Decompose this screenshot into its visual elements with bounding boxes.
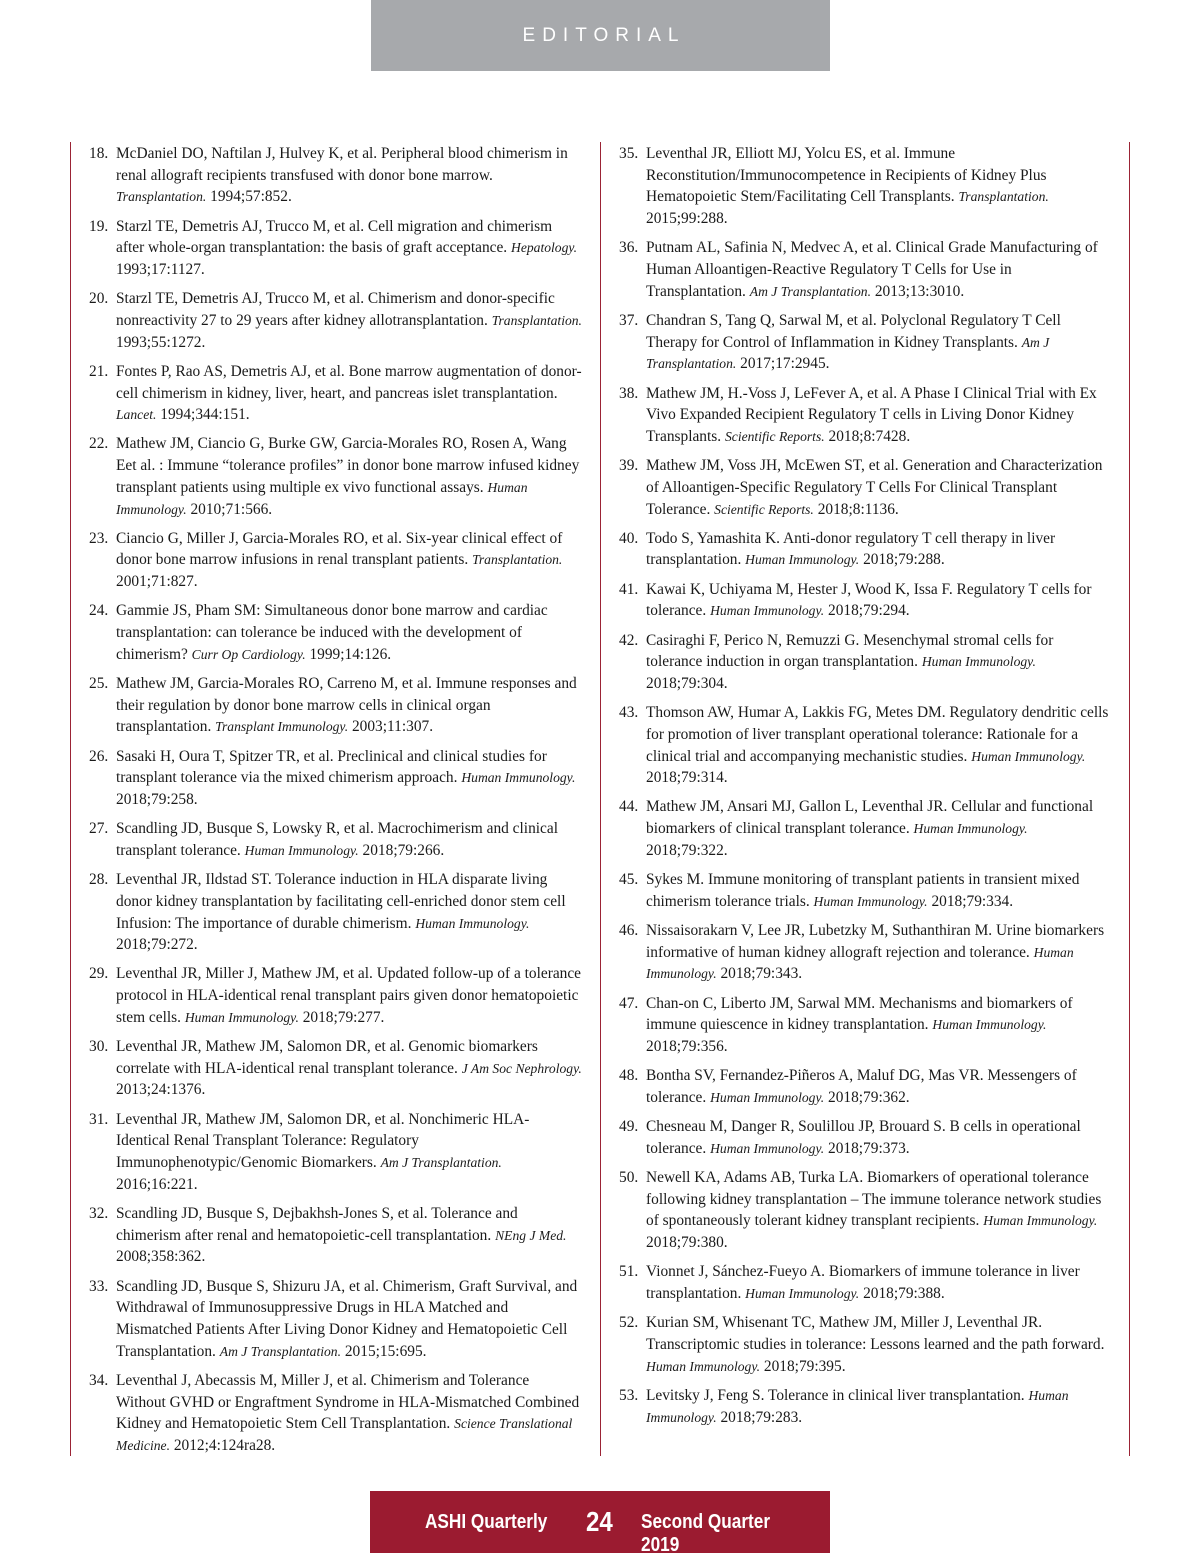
reference-item (612, 702, 1112, 789)
reference-text: Leventhal JR, Miller J, Mathew JM, et al. Updated follow-up of a tolerance protocol in HLA-identical renal transplant pairs given donor hematopoietic stem cells. (116, 965, 582, 1026)
reference-journal: Human Immunology. (710, 603, 825, 619)
reference-journal: Human Immunology. (415, 915, 530, 931)
column-rule-middle (600, 142, 601, 1456)
reference-journal: Transplantation. (491, 312, 582, 328)
reference-journal: Transplantation. (958, 189, 1049, 205)
reference-citation: 2012;4:124ra28. (173, 1436, 276, 1454)
reference-journal: Scientific Reports. (724, 428, 825, 444)
reference-text: Putnam AL, Safinia N, Medvec A, et al. Clinical Grade Manufacturing of Human Alloantigen-Reactive Regulatory T Cells for Use in Transplantation. (646, 239, 1098, 300)
reference-number: 39. (619, 457, 639, 475)
reference-citation: 2015;99:288. (646, 210, 728, 228)
reference-text: Mathew JM, Ciancio G, Burke GW, Garcia-Morales RO, Rosen A, Wang Eet al. : Immune “tolerance profiles” in donor bone marrow infused kidney transplant patients using multiple ex vivo functional assays. (116, 435, 580, 496)
reference-number: 29. (89, 965, 109, 983)
reference-text: Thomson AW, Humar A, Lakkis FG, Metes DM. Regulatory dendritic cells for promotion of liver transplant operational tolerance: Rationale for a clinical trial and accompanying mechanistic studies. (646, 704, 1109, 765)
reference-text: Sykes M. Immune monitoring of transplant patients in transient mixed chimerism tolerance trials. (646, 871, 1080, 910)
reference-item (612, 796, 1112, 861)
reference-journal: Human Immunology. (184, 1009, 299, 1025)
footer-page-number: 24 (586, 1506, 613, 1537)
reference-text: Ciancio G, Miller J, Garcia-Morales RO, et al. Six-year clinical effect of donor bone marrow infusions in renal transplant patients. (116, 529, 563, 569)
reference-journal: Human Immunology. (244, 842, 359, 858)
page-footer (370, 1491, 830, 1556)
reference-text: Todo S, Yamashita K. Anti-donor regulatory T cell therapy in liver transplantation. (646, 529, 1056, 569)
reference-number: 28. (89, 871, 109, 889)
reference-citation: 2018;79:362. (828, 1088, 910, 1106)
reference-item (612, 237, 1112, 302)
reference-number: 23. (89, 529, 109, 547)
reference-citation: 2018;79:288. (863, 551, 945, 569)
reference-item (612, 383, 1112, 448)
reference-journal: Am J Transplantation. (646, 334, 1050, 372)
reference-citation: 2013;24:1376. (116, 1081, 206, 1099)
reference-text: McDaniel DO, Naftilan J, Hulvey K, et al. Peripheral blood chimerism in renal allograft recipients transfused with donor bone marrow. (116, 145, 568, 184)
reference-item (82, 963, 582, 1028)
reference-text: Scandling JD, Busque S, Lowsky R, et al. Macrochimerism and clinical transplant tolerance. (116, 820, 558, 859)
reference-journal: Transplant Immunology. (215, 719, 349, 735)
reference-item (612, 1312, 1112, 1377)
reference-item (82, 1203, 582, 1268)
reference-journal: Human Immunology. (710, 1089, 825, 1105)
reference-citation: 2016;16:221. (116, 1175, 198, 1193)
reference-journal: NEng J Med. (495, 1227, 567, 1243)
reference-citation: 2018;79:388. (863, 1285, 945, 1303)
reference-text: Leventhal J, Abecassis M, Miller J, et al. Chimerism and Tolerance Without GVHD or Engraftment Syndrome in HLA-Mismatched Combined Kidney and Hematopoietic Stem Cell Transplantation. (116, 1371, 580, 1433)
reference-number: 50. (619, 1169, 639, 1187)
reference-citation: 1994;344:151. (160, 406, 250, 424)
reference-journal: Hepatology. (511, 240, 578, 256)
reference-number: 35. (619, 145, 639, 162)
footer-publication: ASHI Quarterly (425, 1511, 548, 1533)
reference-journal: Human Immunology. (461, 770, 576, 786)
reference-journal: Human Immunology. (745, 1286, 860, 1302)
reference-item (82, 600, 582, 665)
footer-issue: Second Quarter 2019 (641, 1511, 771, 1556)
reference-text: Scandling JD, Busque S, Shizuru JA, et al. Chimerism, Graft Survival, and Withdrawal of Immunosuppressive Drugs in HLA Matched and Mismatched Patients After Living Donor Kidney and Hematopoietic Cell Transplantation. (116, 1277, 578, 1360)
reference-journal: Human Immunology. (646, 944, 1074, 982)
reference-text: Kurian SM, Whisenant TC, Mathew JM, Miller J, Leventhal JR. Transcriptomic studies in tolerance: Lessons learned and the path forward. (646, 1314, 1105, 1353)
reference-item (82, 1276, 582, 1363)
reference-citation: 1994;57:852. (210, 188, 292, 206)
reference-item (612, 869, 1112, 912)
reference-text: Chesneau M, Danger R, Soulillou JP, Brouard S. B cells in operational tolerance. (646, 1118, 1081, 1157)
reference-number: 36. (619, 239, 639, 257)
reference-item (612, 630, 1112, 695)
reference-text: Fontes P, Rao AS, Demetris AJ, et al. Bone marrow augmentation of donor-cell chimerism in kidney, liver, heart, and pancreas islet transplantation. (116, 362, 582, 402)
reference-citation: 2018;79:272. (116, 936, 198, 954)
reference-journal: J Am Soc Nephrology. (461, 1060, 582, 1076)
reference-journal: Human Immunology. (913, 821, 1028, 837)
reference-number: 19. (89, 217, 109, 235)
reference-number: 22. (89, 435, 109, 453)
reference-number: 30. (89, 1038, 109, 1056)
reference-text: Mathew JM, H.-Voss J, LeFever A, et al. A Phase I Clinical Trial with Ex Vivo Expanded Recipient Regulatory T cells in Living Donor Kidney Transplants. (646, 384, 1097, 445)
reference-journal: Am J Transplantation. (380, 1155, 502, 1171)
reference-number: 21. (89, 362, 109, 380)
reference-citation: 2018;79:373. (828, 1139, 910, 1157)
reference-citation: 2018;79:314. (646, 769, 728, 787)
reference-text: Newell KA, Adams AB, Turka LA. Biomarkers of operational tolerance following kidney transplantation – The immune tolerance network studies of spontaneously tolerant kidney transplant recipients. (646, 1169, 1102, 1230)
reference-number: 32. (89, 1204, 109, 1222)
reference-citation: 1993;55:1272. (116, 333, 206, 351)
references-column-left (82, 143, 582, 1464)
reference-journal: Human Immunology. (745, 552, 860, 568)
reference-citation: 2018;79:258. (116, 790, 198, 808)
reference-text: Casiraghi F, Perico N, Remuzzi G. Mesenchymal stromal cells for tolerance induction in organ transplantation. (646, 631, 1054, 671)
reference-text: Starzl TE, Demetris AJ, Trucco M, et al. Cell migration and chimerism after whole-organ transplantation: the basis of graft acceptance. (116, 217, 553, 257)
reference-text: Chan-on C, Liberto JM, Sarwal MM. Mechanisms and biomarkers of immune quiescence in kidney transplantation. (646, 994, 1073, 1034)
reference-text: Gammie JS, Pham SM: Simultaneous donor bone marrow and cardiac transplantation: can tolerance be induced with the development of chimerism? (116, 602, 548, 663)
reference-journal: Human Immunology. (710, 1140, 825, 1156)
reference-text: Leventhal JR, Mathew JM, Salomon DR, et al. Nonchimeric HLA-Identical Renal Transplant Tolerance: Regulatory Immunophenotypic/Genomic Biomarkers. (116, 1110, 530, 1172)
reference-journal: Am J Transplantation. (219, 1343, 341, 1359)
reference-journal: Human Immunology. (932, 1017, 1047, 1033)
reference-text: Starzl TE, Demetris AJ, Trucco M, et al. Chimerism and donor-specific nonreactivity 27 to 29 years after kidney allotransplantation. (116, 290, 555, 329)
reference-journal: Transplantation. (472, 552, 563, 568)
reference-number: 48. (619, 1067, 639, 1085)
reference-item (82, 1109, 582, 1196)
reference-citation: 2018;79:304. (646, 674, 728, 692)
reference-item (82, 818, 582, 861)
reference-number: 40. (619, 529, 639, 547)
reference-citation: 2013;13:3010. (874, 282, 965, 300)
reference-number: 33. (89, 1277, 109, 1295)
reference-text: Vionnet J, Sánchez-Fueyo A. Biomarkers of immune tolerance in liver transplantation. (646, 1263, 1080, 1303)
reference-item (82, 746, 582, 811)
reference-citation: 2018;79:322. (646, 841, 728, 859)
reference-item (82, 869, 582, 956)
reference-text: Levitsky J, Feng S. Tolerance in clinical liver transplantation. (646, 1386, 1025, 1404)
reference-item (612, 1261, 1112, 1304)
reference-number: 51. (619, 1263, 639, 1281)
reference-item (82, 288, 582, 353)
reference-citation: 1993;17:1127. (116, 261, 205, 279)
reference-number: 26. (89, 747, 109, 765)
reference-number: 18. (89, 145, 109, 162)
reference-item (612, 455, 1112, 520)
section-label: EDITORIAL (522, 24, 686, 46)
reference-journal: Human Immunology. (921, 654, 1036, 670)
reference-item (612, 1167, 1112, 1254)
reference-text: Chandran S, Tang Q, Sarwal M, et al. Polyclonal Regulatory T Cell Therapy for Control of Inflammation in Kidney Transplants. (646, 311, 1061, 351)
reference-text: Mathew JM, Ansari MJ, Gallon L, Leventhal JR. Cellular and functional biomarkers of clinical transplant tolerance. (646, 798, 1094, 838)
reference-citation: 2008;358:362. (116, 1248, 206, 1266)
reference-number: 27. (89, 820, 109, 838)
reference-citation: 2017;17:2945. (740, 355, 830, 373)
reference-item (82, 673, 582, 738)
reference-journal: Scientific Reports. (714, 501, 814, 517)
reference-item (82, 1036, 582, 1101)
reference-citation: 2018;79:294. (828, 602, 910, 620)
reference-number: 34. (89, 1371, 109, 1389)
reference-text: Leventhal JR, Ildstad ST. Tolerance induction in HLA disparate living donor kidney transplantation by facilitating cell-enriched donor stem cell Infusion: The importance of durable chimerism. (116, 871, 566, 932)
reference-journal: Curr Op Cardiology. (191, 646, 306, 662)
reference-item (612, 528, 1112, 571)
reference-citation: 2018;8:7428. (828, 427, 911, 445)
reference-citation: 2018;79:395. (763, 1357, 846, 1375)
reference-journal: Human Immunology. (983, 1213, 1098, 1229)
reference-number: 38. (619, 384, 639, 402)
reference-text: Bontha SV, Fernandez-Piñeros A, Maluf DG, Mas VR. Messengers of tolerance. (646, 1067, 1077, 1106)
reference-citation: 2018;79:283. (720, 1408, 803, 1426)
reference-number: 44. (619, 798, 639, 816)
reference-text: Kawai K, Uchiyama M, Hester J, Wood K, Issa F. Regulatory T cells for tolerance. (646, 580, 1092, 620)
reference-item (612, 920, 1112, 985)
reference-number: 49. (619, 1118, 639, 1136)
reference-citation: 2018;8:1136. (817, 500, 899, 518)
reference-citation: 1999;14:126. (309, 645, 392, 663)
reference-item (612, 1065, 1112, 1108)
reference-text: Mathew JM, Garcia-Morales RO, Carreno M, et al. Immune responses and their regulation by donor bone marrow cells in clinical organ transplantation. (116, 674, 577, 736)
reference-journal: Human Immunology. (646, 1387, 1069, 1425)
reference-item (612, 1116, 1112, 1159)
reference-number: 47. (619, 994, 639, 1012)
reference-text: Mathew JM, Voss JH, McEwen ST, et al. Generation and Characterization of Alloantigen-Specific Regulatory T Cells For Clinical Transplant Tolerance. (646, 457, 1103, 518)
reference-journal: Human Immunology. (116, 479, 528, 517)
reference-number: 52. (619, 1314, 639, 1332)
reference-item (82, 216, 582, 281)
reference-journal: Am J Transplantation. (749, 283, 871, 299)
reference-item (612, 1385, 1112, 1428)
reference-citation: 2018;79:277. (302, 1008, 385, 1026)
reference-number: 41. (619, 580, 639, 598)
reference-citation: 2001;71:827. (116, 573, 198, 591)
reference-citation: 2018;79:380. (646, 1234, 728, 1252)
reference-citation: 2003;11:307. (351, 718, 434, 736)
reference-text: Scandling JD, Busque S, Dejbakhsh-Jones S, et al. Tolerance and chimerism after renal and hematopoietic-cell transplantation. (116, 1204, 518, 1244)
references-column-right (612, 143, 1112, 1436)
reference-text: Leventhal JR, Mathew JM, Salomon DR, et al. Genomic biomarkers correlate with HLA-identical renal transplant tolerance. (116, 1038, 538, 1077)
reference-citation: 2010;71:566. (190, 500, 273, 518)
reference-item (82, 361, 582, 426)
reference-number: 31. (89, 1110, 109, 1128)
reference-journal: Human Immunology. (813, 893, 928, 909)
reference-number: 25. (89, 674, 109, 692)
reference-item (612, 310, 1112, 375)
reference-text: Leventhal JR, Elliott MJ, Yolcu ES, et al. Immune Reconstitution/Immunocompetence in Recipients of Kidney Plus Hematopoietic Stem/Facilitating Cell Transplants. (646, 145, 1047, 206)
reference-number: 42. (619, 631, 639, 649)
reference-item (82, 433, 582, 520)
section-header-tab (371, 0, 830, 71)
reference-journal: Science Translational Medicine. (116, 1416, 573, 1453)
reference-number: 37. (619, 311, 639, 329)
reference-number: 53. (619, 1386, 639, 1404)
reference-citation: 2018;79:356. (646, 1038, 728, 1056)
reference-citation: 2015;15:695. (344, 1342, 427, 1360)
reference-number: 45. (619, 871, 639, 889)
reference-number: 43. (619, 704, 639, 722)
column-rule-left (70, 142, 71, 1456)
reference-journal: Transplantation. (116, 189, 207, 205)
reference-item (82, 1370, 582, 1457)
reference-citation: 2018;79:266. (362, 841, 445, 859)
reference-text: Nissaisorakarn V, Lee JR, Lubetzky M, Suthanthiran M. Urine biomarkers informative of human kidney allograft rejection and tolerance. (646, 922, 1105, 961)
reference-journal: Human Immunology. (971, 748, 1086, 764)
reference-number: 24. (89, 602, 109, 620)
reference-number: 20. (89, 290, 109, 308)
column-rule-right (1129, 142, 1130, 1456)
reference-item (82, 143, 582, 208)
reference-text: Sasaki H, Oura T, Spitzer TR, et al. Preclinical and clinical studies for transplant tolerance via the mixed chimerism approach. (116, 747, 547, 787)
reference-item (612, 579, 1112, 622)
reference-number: 46. (619, 922, 639, 939)
reference-journal: Lancet. (116, 407, 157, 423)
reference-item (612, 993, 1112, 1058)
reference-item (82, 528, 582, 593)
reference-journal: Human Immunology. (646, 1358, 761, 1374)
reference-citation: 2018;79:343. (720, 965, 803, 983)
reference-citation: 2018;79:334. (931, 892, 1014, 910)
reference-item (612, 143, 1112, 230)
